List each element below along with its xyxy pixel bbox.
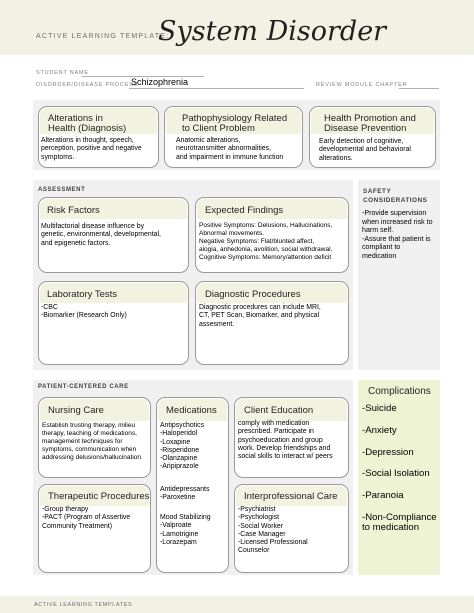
diagnostic-procedures-box: [195, 281, 349, 365]
safety-text: -Provide supervision when increased risk to harm self. -Assure that patient is compliant to medication: [362, 209, 433, 260]
health-promotion-box: [309, 106, 436, 168]
disorder-underline: [129, 88, 304, 89]
review-underline: [399, 88, 439, 89]
health-promotion-title-line2: Disease Prevention: [324, 123, 407, 134]
complication-item: -Non-Compliance: [362, 512, 437, 523]
therapeutic-procedures-text: -Group therapy -PACT (Program of Assertive Community Treatment): [42, 506, 131, 530]
disorder-field[interactable]: Schizophrenia: [131, 77, 189, 87]
health-promotion-title-line1: Health Promotion and: [324, 113, 416, 124]
medications-box: [156, 397, 229, 573]
interprofessional-care-box: [234, 484, 349, 573]
pathophysiology-box: [164, 106, 303, 168]
therapeutic-procedures-title: Therapeutic Procedures: [48, 491, 150, 502]
student-name-label: STUDENT NAME: [36, 70, 89, 76]
alterations-title-line1: Alterations in: [48, 113, 103, 124]
complication-item: -Depression: [362, 447, 414, 458]
template-label: ACTIVE LEARNING TEMPLATE:: [36, 33, 170, 40]
assessment-title: ASSESSMENT: [38, 187, 86, 193]
interprofessional-care-text: -Psychiatrist -Psychologist -Social Worker -Case Manager -Licensed Professional Counselor: [238, 506, 308, 555]
alterations-box: [38, 106, 159, 168]
health-promotion-text: Early detection of cognitive, developmental and behavioral alterations.: [319, 138, 411, 162]
alterations-text: Alterations in thought, speech, perception, positive and negative symptoms.: [41, 137, 142, 161]
client-education-box: [234, 397, 349, 478]
nursing-care-text: Establish trusting therapy, milieu therapy, teaching of medications, management techniques for symptoms, communication when addressing delusions/hallucination: [42, 422, 142, 461]
medications-title: Medications: [166, 405, 217, 416]
medications-mood-stabilizing: Mood Stabilizing -Valproate -Lamotrigine -Lorazepam: [160, 514, 211, 546]
laboratory-tests-title: Laboratory Tests: [47, 289, 118, 300]
client-education-text: comply with medication prescribed. Participate in psychoeducation and group work. Develop friendships and social skills to interact w/ peers: [238, 420, 333, 461]
laboratory-tests-box: [38, 281, 189, 365]
pathophysiology-text: Anatomic alterations, neurotransmitter abnormalities, and impairment in immune function: [176, 137, 284, 161]
medications-antidepressants: Antidepressants -Paroxetine: [160, 486, 210, 502]
disorder-label: DISORDER/DISEASE PROCESS: [36, 82, 139, 88]
complications-title: Complications: [368, 386, 431, 397]
complication-item: -Suicide: [362, 403, 397, 414]
pathophysiology-title-line1: Pathophysiology Related: [182, 113, 288, 124]
review-label: REVIEW MODULE CHAPTER: [316, 82, 408, 88]
expected-findings-title: Expected Findings: [205, 205, 284, 216]
therapeutic-procedures-box: [38, 484, 151, 573]
nursing-care-box: [38, 397, 151, 478]
footer-text: ACTIVE LEARNING TEMPLATES: [34, 602, 133, 608]
complication-item: -Anxiety: [362, 425, 397, 436]
medications-antipsychotics: Antipsychotics -Haloperidol -Loxapine -Risperidone -Olanzapine -Aripiprazole: [160, 422, 205, 471]
interprofessional-care-title: Interprofessional Care: [244, 491, 338, 502]
diagnostic-procedures-title: Diagnostic Procedures: [205, 289, 301, 300]
patient-care-title: PATIENT-CENTERED CARE: [38, 384, 129, 390]
nursing-care-title: Nursing Care: [48, 405, 104, 416]
expected-findings-box: [195, 197, 349, 273]
laboratory-tests-text: -CBC -Biomarker (Research Only): [41, 304, 127, 320]
complication-item: -Social Isolation: [362, 468, 430, 479]
pathophysiology-title-line2: to Client Problem: [182, 123, 255, 134]
complication-item: to medication: [362, 522, 420, 533]
complication-item: -Paranoia: [362, 490, 404, 501]
risk-factors-box: [38, 197, 189, 273]
risk-factors-text: Multifactorial disease influence by genetic, environmental, developmental, and epigenetic factors.: [41, 223, 161, 247]
safety-title-line1: SAFETY: [363, 188, 392, 195]
alterations-title-line2: Health (Diagnosis): [48, 123, 127, 134]
risk-factors-title: Risk Factors: [47, 205, 100, 216]
diagnostic-procedures-text: Diagnostic procedures can include MRI, CT, PET Scan, Biomarker, and physical assesment.: [199, 304, 321, 328]
expected-findings-text: Positive Symptoms: Delusions, Hallucinations, Abnormal movements. Negative Symptoms: Flat/blunted affect, alogia, anhedonia, avolition, social withdrawal. Cognitive Symptoms: Memory/attention deficit: [199, 222, 333, 261]
safety-title-line2: CONSIDERATIONS: [363, 197, 428, 204]
client-education-title: Client Education: [244, 405, 314, 416]
page-title: System Disorder: [158, 16, 387, 47]
